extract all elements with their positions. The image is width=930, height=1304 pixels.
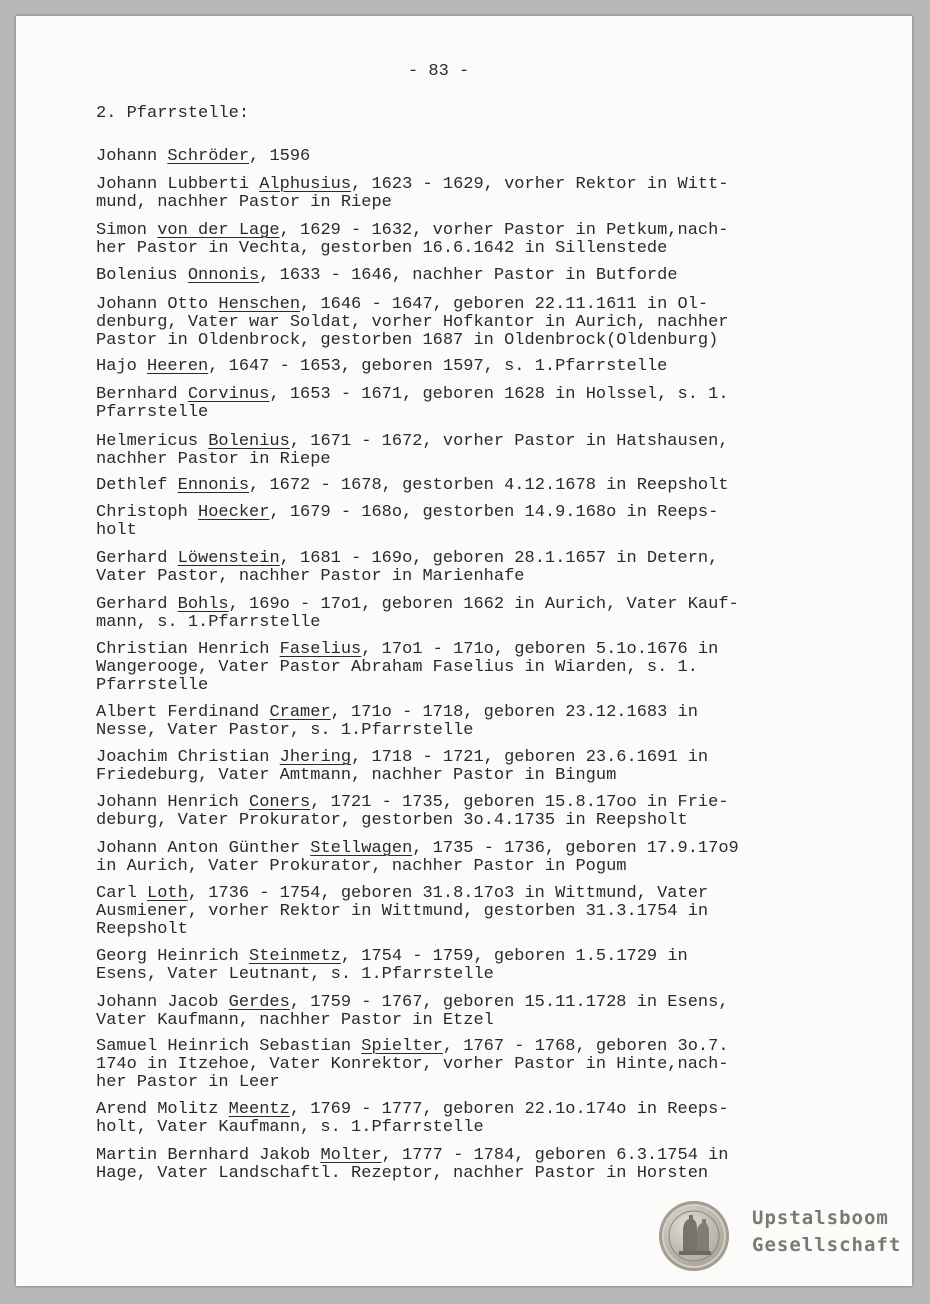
pastor-entry [96, 296, 816, 350]
entry-continuation-line: 174o in Itzehoe, Vater Konrektor, vorher Pastor in Hinte,nach- [96, 1055, 729, 1074]
entry-first-line [96, 794, 816, 812]
pastor-entry [96, 704, 816, 740]
entry-first-line [96, 1147, 816, 1165]
entry-first-line [96, 267, 816, 285]
pastor-entry [96, 596, 816, 632]
pastor-entry [96, 1101, 816, 1137]
entry-first-line [96, 704, 816, 722]
surname: Stellwagen [310, 839, 413, 858]
surname: Hoecker [198, 503, 270, 522]
surname: Schröder [167, 147, 250, 166]
pastor-entry [96, 504, 816, 540]
entry-details: , 1629 - 1632, vorher Pastor in Petkum,nach- [279, 221, 729, 240]
surname: Heeren [147, 357, 209, 376]
entry-continuation-line: Wangerooge, Vater Pastor Abraham Faselius in Wiarden, s. 1. [96, 658, 698, 677]
given-names: Albert Ferdinand [96, 703, 270, 722]
pastor-entry [96, 433, 816, 469]
entry-first-line [96, 641, 816, 659]
entry-first-line [96, 148, 816, 166]
given-names: Bolenius [96, 266, 188, 285]
entry-details: , 1767 - 1768, geboren 3o.7. [442, 1037, 729, 1056]
entry-continuation-line: Pastor in Oldenbrock, gestorben 1687 in Oldenbrock(Oldenburg) [96, 331, 719, 350]
pastor-entry [96, 148, 816, 166]
entry-continuation-line: nachher Pastor in Riepe [96, 450, 331, 469]
surname: von der Lage [157, 221, 280, 240]
surname: Löwenstein [177, 549, 280, 568]
given-names: Helmericus [96, 432, 209, 451]
entry-first-line [96, 749, 816, 767]
entry-details: , 1769 - 1777, geboren 22.1o.174o in Reeps- [289, 1100, 729, 1119]
entry-first-line [96, 596, 816, 614]
entry-first-line [96, 840, 816, 858]
entry-continuation-line: mann, s. 1.Pfarrstelle [96, 613, 321, 632]
pastor-entry [96, 994, 816, 1030]
entry-first-line [96, 358, 816, 376]
given-names: Gerhard [96, 549, 178, 568]
given-names: Bernhard [96, 385, 188, 404]
given-names: Arend Molitz [96, 1100, 229, 1119]
entry-details: , 1623 - 1629, vorher Rektor in Witt- [351, 175, 729, 194]
surname: Cramer [269, 703, 331, 722]
surname: Spielter [361, 1037, 443, 1056]
pastor-entry [96, 1147, 816, 1183]
pastor-entry [96, 386, 816, 422]
surname: Coners [249, 793, 311, 812]
surname: Jhering [279, 748, 352, 767]
surname: Ennonis [177, 476, 250, 495]
given-names: Simon [96, 221, 158, 240]
surname: Henschen [218, 295, 301, 314]
page-number: - 83 - [408, 62, 470, 81]
entry-first-line [96, 1038, 816, 1056]
entry-details: , 1633 - 1646, nachher Pastor in Butforde [259, 266, 678, 285]
entry-first-line [96, 296, 816, 314]
surname: Loth [147, 884, 188, 903]
entry-details: , 1777 - 1784, geboren 6.3.1754 in [381, 1146, 729, 1165]
given-names: Joachim Christian [96, 748, 280, 767]
entry-details: , 17o1 - 171o, geboren 5.1o.1676 in [361, 640, 719, 659]
entry-first-line [96, 386, 816, 404]
entry-continuation-line: Vater Pastor, nachher Pastor in Marienhafe [96, 567, 525, 586]
entry-continuation-line: Friedeburg, Vater Amtmann, nachher Pastor in Bingum [96, 766, 617, 785]
entry-first-line [96, 550, 816, 568]
surname: Corvinus [187, 385, 270, 404]
entry-details: , 1681 - 169o, geboren 28.1.1657 in Detern, [279, 549, 719, 568]
entry-continuation-line: deburg, Vater Prokurator, gestorben 3o.4.1735 in Reepsholt [96, 811, 688, 830]
pastor-entry [96, 358, 816, 376]
surname: Steinmetz [249, 947, 341, 966]
pastor-entry [96, 641, 816, 695]
pastor-entry [96, 1038, 816, 1092]
entry-details: , 1647 - 1653, geboren 1597, s. 1.Pfarrstelle [208, 357, 668, 376]
surname: Bolenius [208, 432, 290, 451]
document-page [16, 16, 912, 1286]
entry-first-line [96, 477, 816, 495]
seal-icon [659, 1201, 729, 1271]
entry-first-line [96, 1101, 816, 1119]
surname: Faselius [279, 640, 362, 659]
entry-details: , 1596 [249, 147, 311, 166]
entry-details: , 171o - 1718, geboren 23.12.1683 in [330, 703, 698, 722]
entry-continuation-line: denburg, Vater war Soldat, vorher Hofkantor in Aurich, nachher [96, 313, 729, 332]
entry-continuation-line: her Pastor in Leer [96, 1073, 280, 1092]
pastor-entry [96, 550, 816, 586]
entry-details: , 1754 - 1759, geboren 1.5.1729 in [340, 947, 688, 966]
surname: Meentz [228, 1100, 290, 1119]
entry-first-line [96, 948, 816, 966]
entry-details: , 1721 - 1735, geboren 15.8.17oo in Frie- [310, 793, 729, 812]
upstalsboom-logo [659, 1201, 909, 1273]
entry-details: , 169o - 17o1, geboren 1662 in Aurich, Vater Kauf- [228, 595, 739, 614]
pastor-entry [96, 840, 816, 876]
given-names: Carl [96, 884, 148, 903]
entry-details: , 1718 - 1721, geboren 23.6.1691 in [351, 748, 709, 767]
surname: Alphusius [259, 175, 352, 194]
entry-continuation-line: Reepsholt [96, 920, 188, 939]
entry-details: , 1646 - 1647, geboren 22.11.1611 in Ol- [300, 295, 709, 314]
surname: Molter [320, 1146, 382, 1165]
entry-continuation-line: her Pastor in Vechta, gestorben 16.6.1642 in Sillenstede [96, 239, 668, 258]
logo-text-line2: Gesellschaft [752, 1234, 902, 1256]
entry-continuation-line: holt [96, 521, 137, 540]
pastor-entry [96, 176, 816, 212]
entry-continuation-line: Vater Kaufmann, nachher Pastor in Etzel [96, 1011, 494, 1030]
pastor-entry [96, 477, 816, 495]
pastor-entry [96, 948, 816, 984]
given-names: Johann Lubberti [96, 175, 260, 194]
given-names: Johann [96, 147, 168, 166]
entry-first-line [96, 504, 816, 522]
entry-continuation-line: Nesse, Vater Pastor, s. 1.Pfarrstelle [96, 721, 474, 740]
entry-first-line [96, 433, 816, 451]
pastor-entry [96, 749, 816, 785]
given-names: Dethlef [96, 476, 178, 495]
entry-first-line [96, 885, 816, 903]
pastor-entry [96, 885, 816, 939]
surname: Onnonis [187, 266, 260, 285]
entry-continuation-line: mund, nachher Pastor in Riepe [96, 193, 392, 212]
given-names: Johann Henrich [96, 793, 250, 812]
entry-continuation-line: holt, Vater Kaufmann, s. 1.Pfarrstelle [96, 1118, 484, 1137]
entry-continuation-line: Ausmiener, vorher Rektor in Wittmund, gestorben 31.3.1754 in [96, 902, 709, 921]
entry-details: , 1759 - 1767, geboren 15.11.1728 in Esens, [289, 993, 729, 1012]
given-names: Martin Bernhard Jakob [96, 1146, 321, 1165]
entry-details: , 1672 - 1678, gestorben 4.12.1678 in Reepsholt [249, 476, 729, 495]
given-names: Samuel Heinrich Sebastian [96, 1037, 362, 1056]
section-heading: 2. Pfarrstelle: [96, 104, 250, 123]
given-names: Christian Henrich [96, 640, 280, 659]
pastor-entry [96, 267, 816, 285]
given-names: Johann Otto [96, 295, 219, 314]
document-body [16, 16, 912, 1286]
entry-continuation-line: in Aurich, Vater Prokurator, nachher Pastor in Pogum [96, 857, 627, 876]
given-names: Gerhard [96, 595, 178, 614]
entry-details: , 1679 - 168o, gestorben 14.9.168o in Reeps- [269, 503, 719, 522]
entry-details: , 1671 - 1672, vorher Pastor in Hatshausen, [289, 432, 729, 451]
surname: Bohls [177, 595, 229, 614]
given-names: Johann Jacob [96, 993, 229, 1012]
entry-first-line [96, 176, 816, 194]
surname: Gerdes [228, 993, 290, 1012]
entry-details: , 1736 - 1754, geboren 31.8.17o3 in Wittmund, Vater [187, 884, 709, 903]
pastor-entry [96, 794, 816, 830]
entry-first-line [96, 222, 816, 240]
given-names: Johann Anton Günther [96, 839, 311, 858]
pastor-entry [96, 222, 816, 258]
entry-continuation-line: Esens, Vater Leutnant, s. 1.Pfarrstelle [96, 965, 494, 984]
entry-details: , 1653 - 1671, geboren 1628 in Holssel, s. 1. [269, 385, 729, 404]
entry-continuation-line: Pfarrstelle [96, 676, 209, 695]
entry-first-line [96, 994, 816, 1012]
given-names: Georg Heinrich [96, 947, 250, 966]
given-names: Hajo [96, 357, 148, 376]
logo-text-line1: Upstalsboom [752, 1207, 889, 1229]
entry-continuation-line: Pfarrstelle [96, 403, 209, 422]
entry-details: , 1735 - 1736, geboren 17.9.17o9 [412, 839, 739, 858]
given-names: Christoph [96, 503, 199, 522]
entry-continuation-line: Hage, Vater Landschaftl. Rezeptor, nachher Pastor in Horsten [96, 1164, 709, 1183]
